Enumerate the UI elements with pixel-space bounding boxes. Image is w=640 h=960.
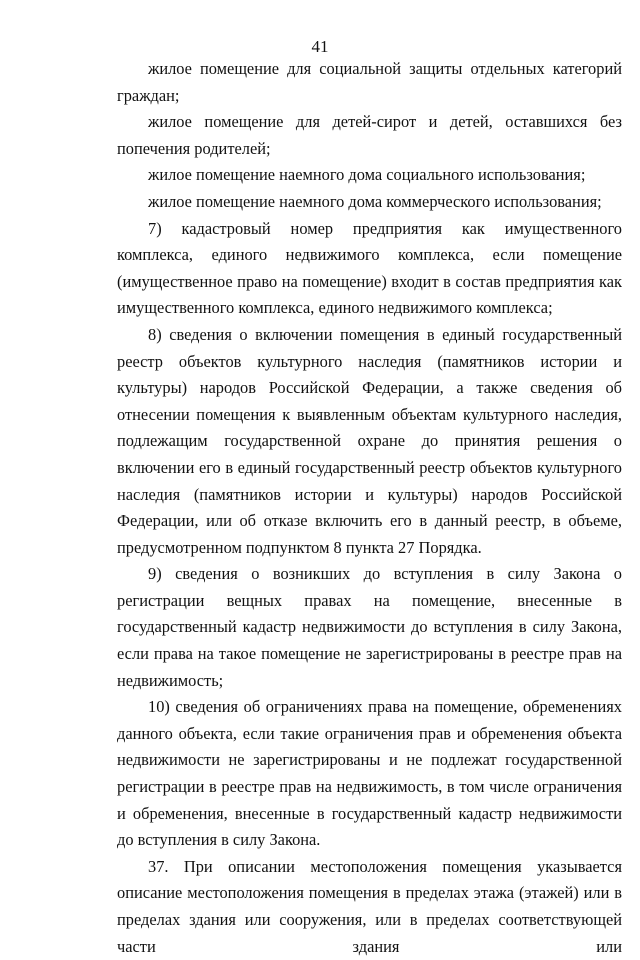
paragraph-commercial-rental: жилое помещение наемного дома коммерческого использования;	[148, 191, 602, 211]
paragraph-item-8: 8) сведения о включении помещения в единый государственный реестр объектов культурного наследия (памятников истории и культуры) народов Российской Федерации, а также сведения об отнесении помещения к выявленным объектам культурного наследия, подлежащим государственной охране до принятия решения о включении его в единый государственный реестр объектов культурного наследия (памятников истории и культуры) народов Российской Федерации, или об отказе включить его в данный реестр, в объеме, предусмотренном подпунктом 8 пункта 27 Порядка.	[117, 324, 622, 557]
paragraph-orphans: жилое помещение для детей-сирот и детей, оставшихся без попечения родителей;	[117, 112, 622, 158]
paragraph-item-7: 7) кадастровый номер предприятия как имущественного комплекса, единого недвижимого комплекса, если помещение (имущественное право на помещение) входит в состав предприятия как имущественного комплекса, единого недвижимого комплекса;	[117, 218, 622, 318]
paragraph-item-37: 37. При описании местоположения помещения указывается описание местоположения помещения в пределах этажа (этажей) или в пределах здания или сооружения, или в пределах соответствующей части здания или	[117, 856, 622, 956]
document-body	[117, 56, 622, 960]
paragraph-social-rental: жилое помещение наемного дома социального использования;	[148, 165, 586, 185]
paragraph-social-protection: жилое помещение для социальной защиты отдельных категорий граждан;	[117, 59, 622, 105]
page-number: 41	[311, 37, 329, 56]
paragraph-item-9: 9) сведения о возникших до вступления в силу Закона о регистрации вещных правах на помещение, внесенные в государственный кадастр недвижимости до вступления в силу Закона, если права на такое помещение не зарегистрированы в реестре прав на недвижимость;	[117, 564, 622, 690]
paragraph-item-10: 10) сведения об ограничениях права на помещение, обременениях данного объекта, если такие ограничения прав и обременения объекта недвижимости не зарегистрированы и не подлежат государственной регистрации в реестре прав на недвижимость, в том числе ограничения и обременения, внесенные в государственный кадастр недвижимости до вступления в силу Закона.	[117, 697, 622, 850]
